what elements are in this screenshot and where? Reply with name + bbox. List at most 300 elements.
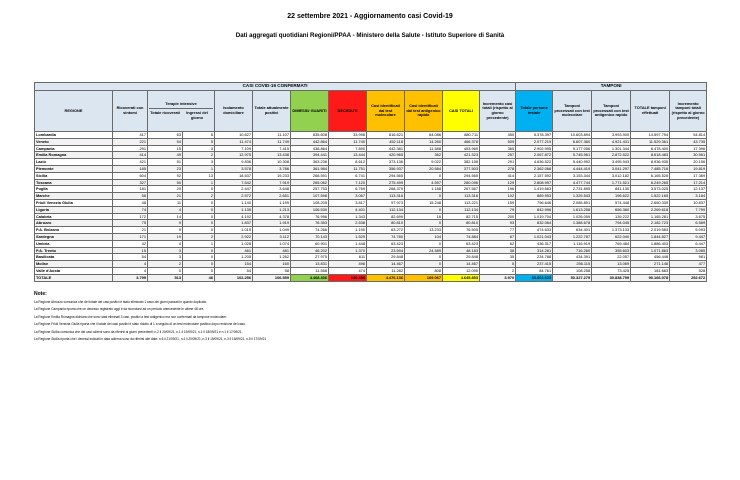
table-cell: 29.848 [367,254,405,261]
table-cell: 442.381 [367,145,405,152]
table-cell: 13.069 [592,261,631,268]
table-cell: 6.589 [670,220,707,227]
table-cell: 6.741 [329,172,367,179]
table-cell: 63.423 [443,240,480,247]
col-header-attualmente-positivi: Totale attualmente positivi [253,91,291,132]
note-line: La Regione Emilia Romagna dichiara che sono stati eliminati 3 casi, positivi a test antigenico ma non confermati da tampone molecolare. [34,314,227,319]
table-row [35,193,707,200]
table-cell: 7.109 [215,145,253,152]
table-cell: 54.814 [670,132,707,139]
table-cell: 3.153.344 [553,172,592,179]
table-cell: 2.902.995 [516,145,553,152]
table-cell: 1.419.663 [516,186,553,193]
table-cell: 3 [183,145,215,152]
table-cell: 3.041.297 [592,165,631,172]
table-cell: 1.026.059 [553,213,592,220]
table-cell: 377.503 [443,165,480,172]
table-cell: 17.396 [670,145,707,152]
region-name-cell: Lazio [35,159,113,166]
table-cell: 421.323 [443,152,480,159]
table-cell: 11.107 [253,132,291,139]
table-cell: 1.373.133 [592,227,631,234]
table-cell: 4.468.406 [291,274,329,281]
table-cell: 509 [480,138,516,145]
table-cell: 4.597 [405,179,443,186]
table-cell: 181.683 [631,267,670,274]
table-cell: 2.269.618 [631,206,670,213]
group-terapie-intensive: Terapie intensive [149,102,213,110]
col-header-ricoverati-sintomi: Ricoverati con sintomi [113,91,148,132]
table-cell: 271.146 [631,261,670,268]
table-cell: 35 [480,254,516,261]
table-cell: 7.919 [253,179,291,186]
table-cell: 450 [480,132,516,139]
table-cell: 0 [183,247,215,254]
table-cell: 0 [183,254,215,261]
table-cell: 108.258 [553,267,592,274]
table-cell: 474.633 [516,227,553,234]
table-cell: 113.221 [443,199,480,206]
region-name-cell: Basilicata [35,254,113,261]
table-cell: 2.077.219 [516,138,553,145]
table-cell: 139.222 [592,213,631,220]
region-name-cell: Molise [35,261,113,268]
table-cell: 97.973 [367,199,405,206]
table-body [35,132,707,282]
table-cell: 5 [480,261,516,268]
table-cell: 74 [113,206,148,213]
table-cell: 2 [183,152,215,159]
table-cell: 3.112 [253,233,291,240]
table-cell: 452.118 [367,138,405,145]
table-cell: 373.136 [367,159,405,166]
region-name-cell: Calabria [35,213,113,220]
table-cell: 20.584 [405,165,443,172]
table-cell: 438.864 [291,145,329,152]
table-cell: 481 [253,247,291,254]
table-cell: 21 [113,227,148,234]
table-cell: 129 [480,179,516,186]
table-cell: 275.499 [367,179,405,186]
table-cell: 1.522.165 [631,193,670,200]
table-cell: 12.137 [670,186,707,193]
table-cell: 2.362.066 [516,165,553,172]
table-cell: 1.325.543 [553,193,592,200]
table-cell: 75 [113,220,148,227]
table-cell: 14.597.794 [631,132,670,139]
table-cell: 62 [480,240,516,247]
table-cell: 278 [480,165,516,172]
table-row [35,159,707,166]
col-header-dimessi-guariti: DIMESSI/ GUARITI [291,91,329,132]
col-header-tamponi-antigenico: Tamponi processati con test antigenico rapido [592,91,631,132]
table-cell: 11.740 [329,138,367,145]
table-cell: 2.731.895 [553,186,592,193]
table-cell: 43.735 [670,138,707,145]
table-cell: 80.810 [443,220,480,227]
table-cell: 11.588 [405,145,443,152]
region-name-cell: TOTALE [35,274,113,281]
table-cell: 496 [329,261,367,268]
table-cell: 17.369 [670,172,707,179]
region-name-cell: Sardegna [35,233,113,240]
table-cell: 314.281 [516,247,553,254]
table-cell: 200 [480,213,516,220]
col-header-casi-antigenico: Casi identificati dal test antigenico rapido [405,91,443,132]
table-cell: 24.589 [405,247,443,254]
table-cell: 22.057 [592,254,631,261]
table-cell: 11.749 [253,138,291,145]
table-cell: 574.448 [592,199,631,206]
table-cell: 257 [480,152,516,159]
notes-title: Note: [34,291,47,297]
table-cell: 51 [148,159,183,166]
col-header-incremento-tamponi: Incremento tamponi totali (rispetto al giorno precedente) [670,91,707,132]
table-cell: 30.961 [670,152,707,159]
table-cell: 3.067 [329,193,367,200]
notes-section [34,299,554,343]
table-cell: 106.559 [253,274,291,281]
region-name-cell: P.A. Trento [35,247,113,254]
table-cell: 611 [329,254,367,261]
table-cell: 13.438 [253,152,291,159]
note-line: La Regione Sicilia riporta che i decessi indicati in data odierna sono da riferirsi alle date: n.6 il 21/09/21, n.4 il 20/09/21, n.3 il 19/09/21, n.3 il 18/09/21, n.5 il 17/09/21 [34,337,267,342]
table-cell: 832.064 [516,220,553,227]
table-cell: 4.444.419 [553,165,592,172]
table-cell: 835.608 [291,132,329,139]
table-cell: 3.648 [253,186,291,193]
table-cell: 256.115 [553,261,592,268]
table-cell: 421 [113,159,148,166]
table-cell: 2.872.522 [592,152,631,159]
table-cell: 796.646 [516,199,553,206]
table-cell: 48 [113,199,148,206]
table-cell: 4.476.136 [367,274,405,281]
table-total-row [35,274,707,281]
table-cell: 8.936.935 [631,159,670,166]
table-cell: 9.836 [215,159,253,166]
table-cell: 113.316 [443,193,480,200]
col-header-casi-molecolare: Casi identificati dal test molecolare [367,91,405,132]
table-cell: 21 [148,193,183,200]
table-cell: 67 [480,233,516,240]
table-cell: 604 [113,172,148,179]
table-cell: 20 [148,186,183,193]
table-cell: 8.618.483 [631,152,670,159]
table-cell: 76.996 [291,213,329,220]
table-cell: 74.266 [291,227,329,234]
table-cell: 2.922 [215,233,253,240]
table-cell: 7.542 [215,179,253,186]
table-cell: 2.182.723 [631,220,670,227]
table-cell: 11 [148,199,183,206]
table-cell: 4 [113,267,148,274]
table-row [35,145,707,152]
table-cell: 3.799 [113,274,148,281]
table-cell: 6.769 [329,186,367,193]
table-cell: 3.993.900 [592,132,631,139]
table-cell: 10.308 [253,159,291,166]
table-cell: 5.440.992 [553,159,592,166]
table-cell: 54 [215,267,253,274]
table-cell: 3 [183,159,215,166]
table-cell: 9 [148,227,183,234]
table-cell: 361.984 [291,165,329,172]
table-row [35,213,707,220]
table-cell: 9 [148,220,183,227]
table-cell: 4.636.522 [516,159,553,166]
table-cell: 257.753 [291,186,329,193]
table-cell: 42 [113,240,148,247]
table-cell: 16 [405,213,443,220]
region-name-cell: Abruzzo [35,220,113,227]
table-cell: 3.184 [670,193,707,200]
table-cell: 14.467 [443,261,480,268]
table-cell: 794.045 [592,220,631,227]
table-cell: 0 [405,193,443,200]
col-header-terapie-intensive [148,91,215,132]
table-cell: 808 [405,267,443,274]
col-header-persone-testate: Totale persone testate [516,91,553,132]
table-cell: 6 [183,132,215,139]
table-cell: 11.751 [329,165,367,172]
table-cell: 1.019 [215,227,253,234]
table-cell: 3 [148,247,183,254]
table-cell: 6.447 [670,240,707,247]
col-header-incremento-casi: Incremento casi totali (rispetto al giorno precedente) [480,91,516,132]
table-cell: 15 [148,145,183,152]
table-cell: 474 [329,267,367,274]
table-cell: 19.819 [670,165,707,172]
table-cell: 13.444 [329,152,367,159]
table-cell: 7.415 [253,145,291,152]
table-cell: 15 [113,247,148,254]
table-cell: 48.183 [443,247,480,254]
table-cell: 50.327.279 [553,274,592,281]
table-cell: 0 [183,206,215,213]
table-cell: 356.937 [367,165,405,172]
table-cell: 12.090 [443,267,480,274]
table-cell: 11.282 [367,267,405,274]
table-cell: 1.071.863 [631,247,670,254]
table-cell: 1.613.258 [553,206,592,213]
table-cell: 769.484 [592,240,631,247]
table-cell: 27.975 [291,254,329,261]
col-header-deceduti: DECEDUTI [329,91,367,132]
table-cell: 5.093 [670,227,707,234]
region-name-cell: Veneto [35,138,113,145]
table-cell: 461 [215,247,253,254]
table-cell: 234.788 [516,254,553,261]
table-cell: 54 [113,254,148,261]
table-cell: 14.260 [405,138,443,145]
table-cell: 0 [183,220,215,227]
table-cell: 2 [183,193,215,200]
table-cell: 1.190 [329,227,367,234]
table-cell: 414 [113,152,148,159]
table-row [35,186,707,193]
table-cell: 15.248 [405,199,443,206]
table-cell: 0 [405,172,443,179]
table-cell: 2.019.583 [631,227,670,234]
table-cell: 221 [113,138,148,145]
table-cell: 0 [183,199,215,206]
table-cell: 106.530 [291,206,329,213]
col-header-tamponi-molecolare: Tamponi processati con test molecolare [553,91,592,132]
col-header-isolamento: Isolamento domiciliare [215,91,253,132]
table-cell: 58 [113,193,148,200]
table-cell: 267.567 [443,186,480,193]
table-cell: 0 [183,267,215,274]
table-cell: 453.969 [443,145,480,152]
table-cell: 19 [148,233,183,240]
table-cell: 1.343 [329,213,367,220]
table-cell: 466.378 [443,138,480,145]
table-cell: 1.448 [329,240,367,247]
table-cell: 394.441 [291,152,329,159]
table-cell: 0 [405,254,443,261]
table-cell: 18.537 [215,172,253,179]
table-row [35,179,707,186]
table-cell: 268.379 [367,186,405,193]
table-cell: 5.177.056 [553,145,592,152]
table-cell: 4.477.744 [553,179,592,186]
table-cell: 112.134 [367,206,405,213]
table-cell: 294.565 [443,172,480,179]
table-cell: 280.096 [443,179,480,186]
table-cell: 6.165.526 [631,172,670,179]
table-cell: 13.233 [405,227,443,234]
table-cell: 3.970 [480,274,516,281]
table-cell: 20.156 [670,159,707,166]
note-line: La Regione Abruzzo comunica che del totale dei casi positivi è stato eliminato 1 caso dei giorni passati in quanto duplicato. [34,300,208,304]
table-cell: 1.116.919 [553,240,592,247]
table-cell: 6.607.360 [553,138,592,145]
table-cell: 13 [183,172,215,179]
table-cell: 528 [670,267,707,274]
region-name-cell: Lombardia [35,132,113,139]
table-cell: 3.573.025 [631,186,670,193]
region-name-cell: Puglia [35,186,113,193]
table-row [35,172,707,179]
table-cell: 1.019.704 [516,213,553,220]
table-cell: 294.565 [367,172,405,179]
table-cell: 1.844.827 [631,233,670,240]
table-cell: 181 [113,186,148,193]
table-cell: 185 [113,165,148,172]
table-cell: 4 [148,206,183,213]
table-cell: 5.378.397 [516,132,553,139]
col-header-regione: REGIONE [35,91,113,132]
table-cell: 1.262 [253,254,291,261]
covid-data-table [34,82,707,282]
table-cell: 4.401 [329,206,367,213]
table-cell: 102 [480,193,516,200]
table-row [35,240,707,247]
table-cell: 2.660.339 [631,199,670,206]
table-cell: 355.603 [592,247,631,254]
page-title: 22 settembre 2021 - Aggiornamento casi Covid-19 [287,13,453,20]
table-cell: 2.067.872 [516,152,553,159]
table-row [35,206,707,213]
region-name-cell: Umbria [35,240,113,247]
table-cell: 107.598 [291,193,329,200]
table-cell: 5 [183,138,215,145]
table-cell: 74.780 [367,233,405,240]
table-cell: 1.529 [329,233,367,240]
table-cell: 159 [480,199,516,206]
region-name-cell: Friuli Venezia Giulia [35,199,113,206]
table-cell: 2.085.891 [553,199,592,206]
table-cell: 291 [113,145,148,152]
table-cell: 634.401 [553,227,592,234]
table-cell: 54 [148,138,183,145]
region-name-cell: Liguria [35,206,113,213]
table-cell: 1.074 [253,240,291,247]
table-cell: 7.890 [329,145,367,152]
table-cell: 363.236 [291,159,329,166]
table-cell: 1 [183,240,215,247]
table-cell: 3.578 [215,165,253,172]
table-cell: 1.028 [215,240,253,247]
table-cell: 113.316 [367,193,405,200]
table-row [35,132,707,139]
table-cell: 417 [113,132,148,139]
region-name-cell: Marche [35,193,113,200]
table-cell: 0 [405,220,443,227]
table-cell: 841.130 [592,186,631,193]
table-cell: 76.353 [291,220,329,227]
table-cell: 73.425 [592,267,631,274]
table-cell: 38 [480,247,516,254]
table-cell: 889.953 [516,193,553,200]
region-name-cell: Sicilia [35,172,113,179]
table-cell: 1.388.678 [553,220,592,227]
table-cell: 2 [183,233,215,240]
note-line: La Regione Sicilia comunica che dei casi odierni sono da riferirsi ai giorni precedenti: n.2 il 20/09/21, n.1 il 19/09/21, n.1 il 18/09/21 e n.1 il 17/09/21. [34,329,243,334]
table-cell: 1.771.521 [592,179,631,186]
table-cell: 1.222.787 [553,233,592,240]
table-cell: 29.848 [443,254,480,261]
table-cell: 4.645.853 [443,274,480,281]
table-row [35,220,707,227]
table-cell: 2 [480,267,516,274]
table-row [35,254,707,261]
table-cell: 880.711 [443,132,480,139]
band-casi-confermati: CASI COVID-19 CONFERMATI [35,83,516,91]
table-cell: 1.135 [215,206,253,213]
table-cell: 76.505 [443,227,480,234]
table-cell: 160 [253,261,291,268]
table-cell: 362 [405,152,443,159]
table-cell: 14.467 [367,261,405,268]
table-cell: 58 [253,267,291,274]
table-cell: 1.301.344 [592,145,631,152]
col-header-ingressi-giorno: Ingressi del giorno [186,110,208,120]
col-header-casi-totali: CASI TOTALI [443,91,480,132]
table-cell: 3.495.943 [592,159,631,166]
table-cell: 17.214 [670,179,707,186]
region-name-cell: Piemonte [35,165,113,172]
table-cell: 1.886.403 [631,240,670,247]
table-cell: 816.621 [367,132,405,139]
table-cell: 842.996 [516,206,553,213]
table-cell: 622.040 [592,233,631,240]
col-header-totale-tamponi: TOTALE tamponi effettuati [631,91,670,132]
table-cell: 1.021.043 [516,233,553,240]
table-cell: 0 [405,206,443,213]
table-cell: 0 [183,227,215,234]
